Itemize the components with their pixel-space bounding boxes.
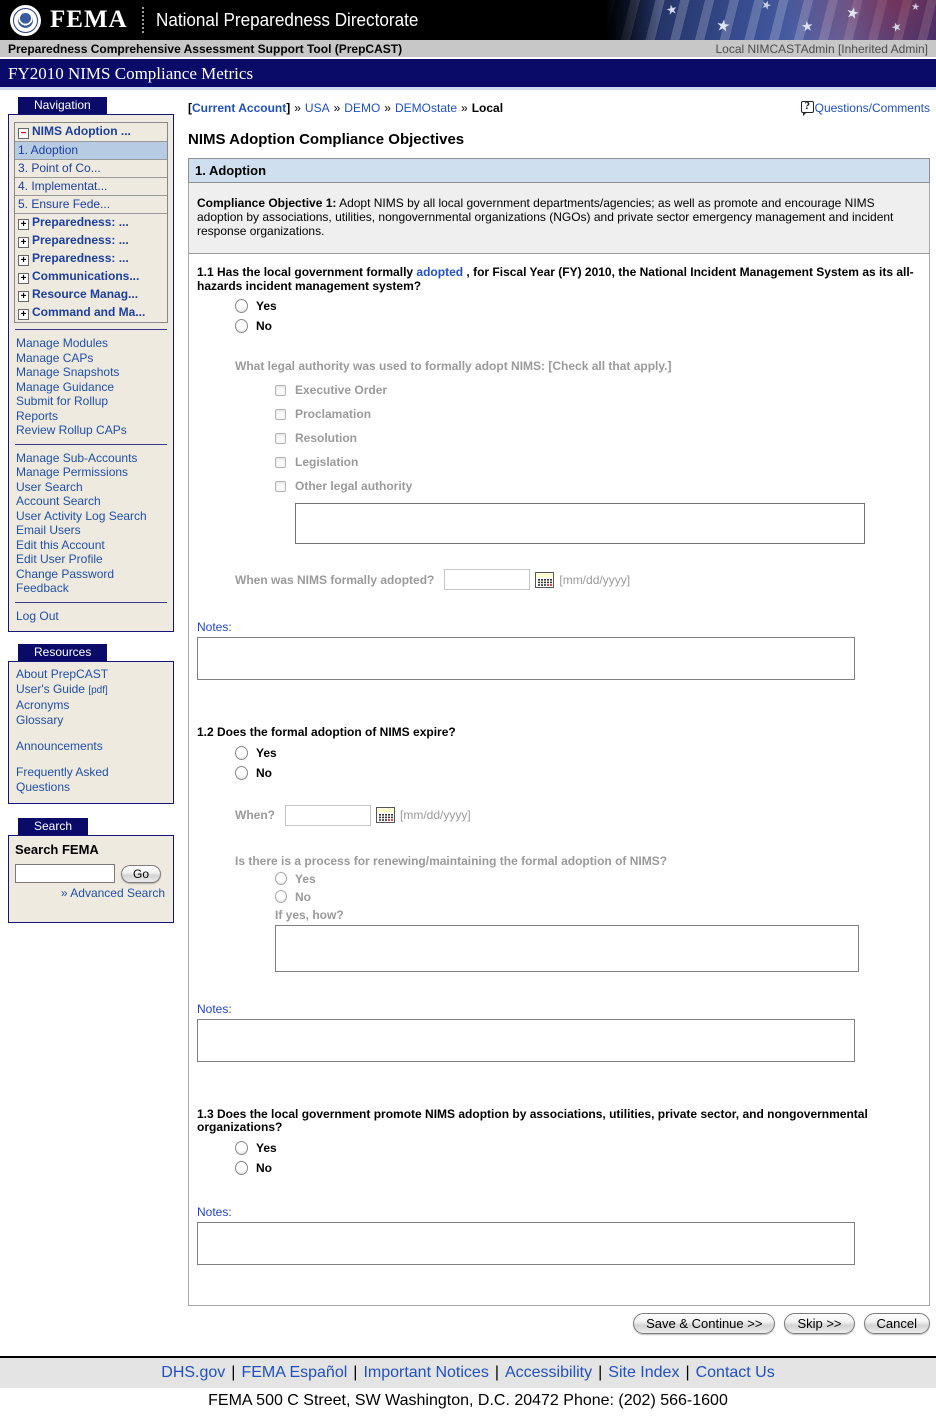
- no-label: No: [295, 889, 311, 904]
- search-box: [8, 835, 174, 923]
- tree-item-command-management[interactable]: [15, 304, 167, 322]
- sidebar-link-reports[interactable]: Reports: [16, 408, 59, 423]
- sidebar: [8, 97, 174, 923]
- adoption-date-prompt: When was NIMS formally adopted?: [235, 572, 435, 587]
- q12-no-option: [235, 766, 921, 780]
- footer-links: [0, 1358, 936, 1388]
- proclamation-checkbox[interactable]: [275, 409, 286, 420]
- yes-label: Yes: [256, 745, 277, 760]
- dhs-seal-icon: [10, 5, 41, 36]
- q13-notes-textarea[interactable]: [197, 1222, 855, 1265]
- q13-yes-radio[interactable]: [235, 1141, 248, 1155]
- q13-notes-label: Notes:: [197, 1204, 232, 1219]
- tree-item-communications[interactable]: [15, 268, 167, 286]
- questions-comments-link[interactable]: ? Questions/Comments: [801, 101, 930, 115]
- calendar-icon[interactable]: [535, 572, 554, 588]
- sidebar-link-submit-for-rollup[interactable]: Submit for Rollup: [16, 394, 109, 408]
- advanced-search-link[interactable]: » Advanced Search: [60, 886, 165, 900]
- sidebar-link-feedback[interactable]: Feedback: [16, 581, 69, 595]
- resources-link-acronyms[interactable]: Acronyms: [16, 698, 70, 712]
- collapse-icon[interactable]: −: [18, 128, 29, 139]
- q12-yes-radio[interactable]: [235, 746, 248, 760]
- page-heading: NIMS Adoption Compliance Objectives: [188, 131, 465, 148]
- tree-item-label: Communications...: [32, 269, 140, 283]
- footer-link-important-notices[interactable]: Important Notices: [363, 1363, 489, 1381]
- legal-authority-prompt: What legal authority was used to formally adopt NIMS: [Check all that apply.]: [235, 359, 672, 373]
- breadcrumb-demo-link[interactable]: DEMO: [344, 101, 381, 115]
- legal-option-legislation: Legislation: [275, 455, 921, 469]
- expand-icon[interactable]: +: [18, 219, 29, 230]
- app-bar: [0, 40, 936, 59]
- us-flag-image: [606, 0, 936, 40]
- sidebar-link-change-password[interactable]: Change Password: [16, 566, 115, 581]
- resources-box: [8, 661, 174, 804]
- if-yes-how-label: If yes, how?: [275, 907, 344, 922]
- sidebar-link-manage-caps[interactable]: Manage CAPs: [16, 350, 94, 365]
- if-yes-how-textarea[interactable]: [275, 925, 859, 972]
- tree-item-preparedness-1[interactable]: [15, 214, 167, 232]
- footer-link-dhs[interactable]: DHS.gov: [161, 1363, 226, 1381]
- legal-option-proclamation: Proclamation: [275, 407, 921, 421]
- search-input[interactable]: [15, 864, 115, 883]
- no-label: No: [256, 765, 272, 780]
- resources-link-about-prepcast[interactable]: About PrepCAST: [16, 667, 109, 681]
- tree-item-label: Preparedness: ...: [32, 251, 129, 265]
- section-header: 1. Adoption: [188, 158, 930, 183]
- executive-order-checkbox[interactable]: [275, 385, 286, 396]
- tree-item-preparedness-2[interactable]: [15, 232, 167, 250]
- calendar-icon[interactable]: [376, 807, 395, 823]
- footer-link-accessibility[interactable]: Accessibility: [504, 1363, 593, 1381]
- sidebar-divider: [15, 444, 167, 445]
- sidebar-link-edit-this-account[interactable]: Edit this Account: [16, 537, 105, 552]
- yes-label: Yes: [295, 871, 316, 886]
- renew-no-option: [275, 890, 921, 904]
- q13-no-option: [235, 1161, 921, 1175]
- question-bubble-icon: [801, 101, 814, 113]
- app-title: Preparedness Comprehensive Assessment Support Tool (PrepCAST): [8, 41, 403, 56]
- tree-item-label: NIMS Adoption ...: [32, 124, 131, 138]
- q13-yes-option: [235, 1141, 921, 1155]
- resolution-checkbox[interactable]: [275, 433, 286, 444]
- footer-separator: |: [598, 1363, 603, 1381]
- form-box: [188, 183, 930, 1306]
- skip-button[interactable]: Skip >>: [784, 1313, 854, 1334]
- yes-label: Yes: [256, 1140, 277, 1155]
- resources-link-glossary[interactable]: Glossary: [16, 713, 64, 727]
- footer-link-contact-us[interactable]: Contact Us: [695, 1363, 775, 1381]
- tree-item-label: Preparedness: ...: [32, 215, 129, 229]
- expand-icon[interactable]: +: [18, 273, 29, 284]
- tree-item-resource-management[interactable]: [15, 286, 167, 304]
- sidebar-divider: [15, 329, 167, 330]
- cancel-button[interactable]: Cancel: [864, 1313, 930, 1334]
- expand-icon[interactable]: +: [18, 237, 29, 248]
- sidebar-link-email-users[interactable]: Email Users: [16, 523, 81, 537]
- breadcrumb-separator: »: [461, 101, 468, 115]
- no-label: No: [256, 319, 272, 333]
- sidebar-link-review-rollup-caps[interactable]: Review Rollup CAPs: [16, 423, 127, 437]
- sidebar-link-account-search[interactable]: Account Search: [16, 494, 101, 508]
- renew-yes-option: [275, 872, 921, 886]
- fema-logo: FEMA: [50, 6, 128, 33]
- sidebar-link-manage-sub-accounts[interactable]: Manage Sub-Accounts: [16, 450, 138, 465]
- header-divider: [142, 7, 144, 33]
- footer-separator: |: [494, 1363, 499, 1381]
- compliance-objective: [189, 183, 929, 254]
- breadcrumb-demostate-link[interactable]: DEMOstate: [394, 101, 457, 115]
- legal-option-executive-order: Executive Order: [275, 383, 921, 397]
- question-1-1-title: 1.1 Has the local government formally adopted , for Fiscal Year (FY) 2010, the National Incident Management System as its all-hazards incident management system?: [197, 265, 914, 293]
- q11-no-radio[interactable]: [235, 319, 248, 333]
- adoption-date-input[interactable]: [444, 569, 530, 590]
- legal-option-other: Other legal authority: [275, 479, 921, 493]
- q11-no-option: [235, 319, 921, 333]
- q11-notes-textarea[interactable]: [197, 637, 855, 680]
- footer-link-site-index[interactable]: Site Index: [608, 1363, 680, 1381]
- question-1-2-title: 1.2 Does the formal adoption of NIMS expire?: [197, 725, 456, 739]
- q13-no-radio[interactable]: [235, 1161, 248, 1175]
- sidebar-link-manage-permissions[interactable]: Manage Permissions: [16, 465, 129, 479]
- expand-icon[interactable]: +: [18, 309, 29, 320]
- other-legal-authority-textarea[interactable]: [295, 503, 865, 544]
- tree-item-label: 1. Adoption: [18, 143, 79, 157]
- main-content: [188, 97, 930, 1346]
- date-format-hint: [mm/dd/yyyy]: [559, 572, 631, 587]
- sidebar-link-manage-guidance[interactable]: Manage Guidance: [16, 379, 115, 394]
- resources-link-faq[interactable]: Frequently Asked Questions: [16, 765, 109, 794]
- action-buttons: [188, 1313, 930, 1334]
- legislation-checkbox[interactable]: [275, 457, 286, 468]
- objective-label: Compliance Objective 1:: [197, 196, 337, 210]
- sidebar-link-user-search[interactable]: User Search: [16, 479, 83, 494]
- objective-text: Adopt NIMS by all local government departments/agencies; as well as promote and encourage NIMS adoption by associations, utilities, nongovernmental organizations (NGOs) and private sector emergency management and incident response organizations.: [197, 196, 894, 238]
- q12-yes-option: [235, 746, 921, 760]
- footer-separator: |: [231, 1363, 236, 1381]
- user-status: Local NIMCASTAdmin [Inherited Admin]: [715, 41, 928, 56]
- q11-notes-label: Notes:: [197, 620, 232, 634]
- breadcrumb-separator: »: [294, 101, 301, 115]
- tree-item-label: Preparedness: ...: [32, 233, 129, 247]
- breadcrumb: [Current Account] » USA » DEMO » DEMOstate » Local: [188, 101, 504, 115]
- expire-when-label: When?: [235, 808, 275, 822]
- tree-item-point-of-contact[interactable]: [15, 160, 167, 178]
- q11-yes-option: [235, 299, 921, 313]
- footer: [0, 1356, 936, 1418]
- breadcrumb-separator: »: [333, 101, 341, 115]
- date-format-hint: [mm/dd/yyyy]: [400, 808, 471, 822]
- q12-notes-textarea[interactable]: [197, 1019, 855, 1062]
- no-label: No: [256, 1160, 272, 1175]
- directorate-title: National Preparedness Directorate: [155, 9, 418, 30]
- expand-icon[interactable]: +: [18, 291, 29, 302]
- page-title-bar: [0, 59, 936, 90]
- navigation-box: [8, 114, 174, 632]
- sidebar-link-manage-snapshots[interactable]: Manage Snapshots: [16, 365, 120, 379]
- tree-item-label: 5. Ensure Fede...: [18, 197, 111, 211]
- sidebar-link-manage-modules[interactable]: Manage Modules: [16, 336, 109, 350]
- save-continue-button[interactable]: Save & Continue >>: [633, 1313, 775, 1334]
- resources-link-announcements[interactable]: Announcements: [16, 739, 103, 753]
- brand-header: [0, 0, 936, 40]
- resources-link-users-guide[interactable]: User's Guide [pdf]: [16, 682, 108, 696]
- tree-item-adoption[interactable]: [15, 142, 167, 160]
- page-title: FY2010 NIMS Compliance Metrics: [8, 64, 254, 83]
- renew-yes-radio[interactable]: [275, 872, 287, 885]
- q11-yes-radio[interactable]: [235, 299, 248, 313]
- sidebar-link-log-out[interactable]: Log Out: [16, 608, 59, 623]
- tree-item-ensure-federal[interactable]: [15, 196, 167, 214]
- breadcrumb-current: Local: [471, 101, 504, 115]
- q12-notes-label: Notes:: [197, 1001, 232, 1016]
- search-tab: Search: [18, 818, 88, 835]
- tree-item-label: 4. Implementat...: [18, 179, 108, 193]
- search-fema-label: Search FEMA: [15, 842, 99, 857]
- search-go-button[interactable]: Go: [121, 865, 161, 883]
- q12-no-radio[interactable]: [235, 766, 248, 780]
- navigation-tab: Navigation: [18, 97, 107, 114]
- tree-item-nims-adoption[interactable]: [15, 123, 167, 142]
- sidebar-link-user-activity-log-search[interactable]: User Activity Log Search: [16, 508, 147, 523]
- tree-item-preparedness-3[interactable]: [15, 250, 167, 268]
- renew-process-prompt: Is there is a process for renewing/maintaining the formal adoption of NIMS?: [235, 853, 668, 868]
- tree-item-label: Resource Manag...: [32, 287, 139, 301]
- q11-date-row: [235, 569, 921, 590]
- tree-item-implementation[interactable]: [15, 178, 167, 196]
- resources-tab: Resources: [18, 644, 107, 661]
- other-legal-authority-checkbox[interactable]: [275, 481, 286, 492]
- footer-address: FEMA 500 C Street, SW Washington, D.C. 20472 Phone: (202) 566-1600: [208, 1391, 728, 1409]
- question-1-3-title: 1.3 Does the local government promote NIMS adoption by associations, utilities, private sector, and nongovernmental organizations?: [197, 1106, 868, 1134]
- legal-option-resolution: Resolution: [275, 431, 921, 445]
- renew-no-radio[interactable]: [275, 890, 287, 903]
- breadcrumb-separator: »: [384, 101, 391, 115]
- q12-when-row: [235, 805, 921, 826]
- footer-link-fema-espanol[interactable]: FEMA Español: [241, 1363, 348, 1381]
- yes-label: Yes: [256, 299, 277, 313]
- breadcrumb-usa-link[interactable]: USA: [304, 101, 330, 115]
- adopted-link[interactable]: adopted: [416, 265, 464, 279]
- pdf-tag: [pdf]: [88, 685, 108, 696]
- nav-tree: [14, 122, 168, 323]
- expire-date-input[interactable]: [285, 805, 371, 826]
- expand-icon[interactable]: +: [18, 255, 29, 266]
- tree-item-label: 3. Point of Co...: [18, 161, 101, 175]
- footer-separator: |: [353, 1363, 358, 1381]
- breadcrumb-current-account-link[interactable]: Current Account: [192, 101, 287, 115]
- sidebar-divider: [15, 602, 167, 603]
- sidebar-link-edit-user-profile[interactable]: Edit User Profile: [16, 552, 103, 566]
- tree-item-label: Command and Ma...: [32, 305, 146, 319]
- footer-separator: |: [685, 1363, 690, 1381]
